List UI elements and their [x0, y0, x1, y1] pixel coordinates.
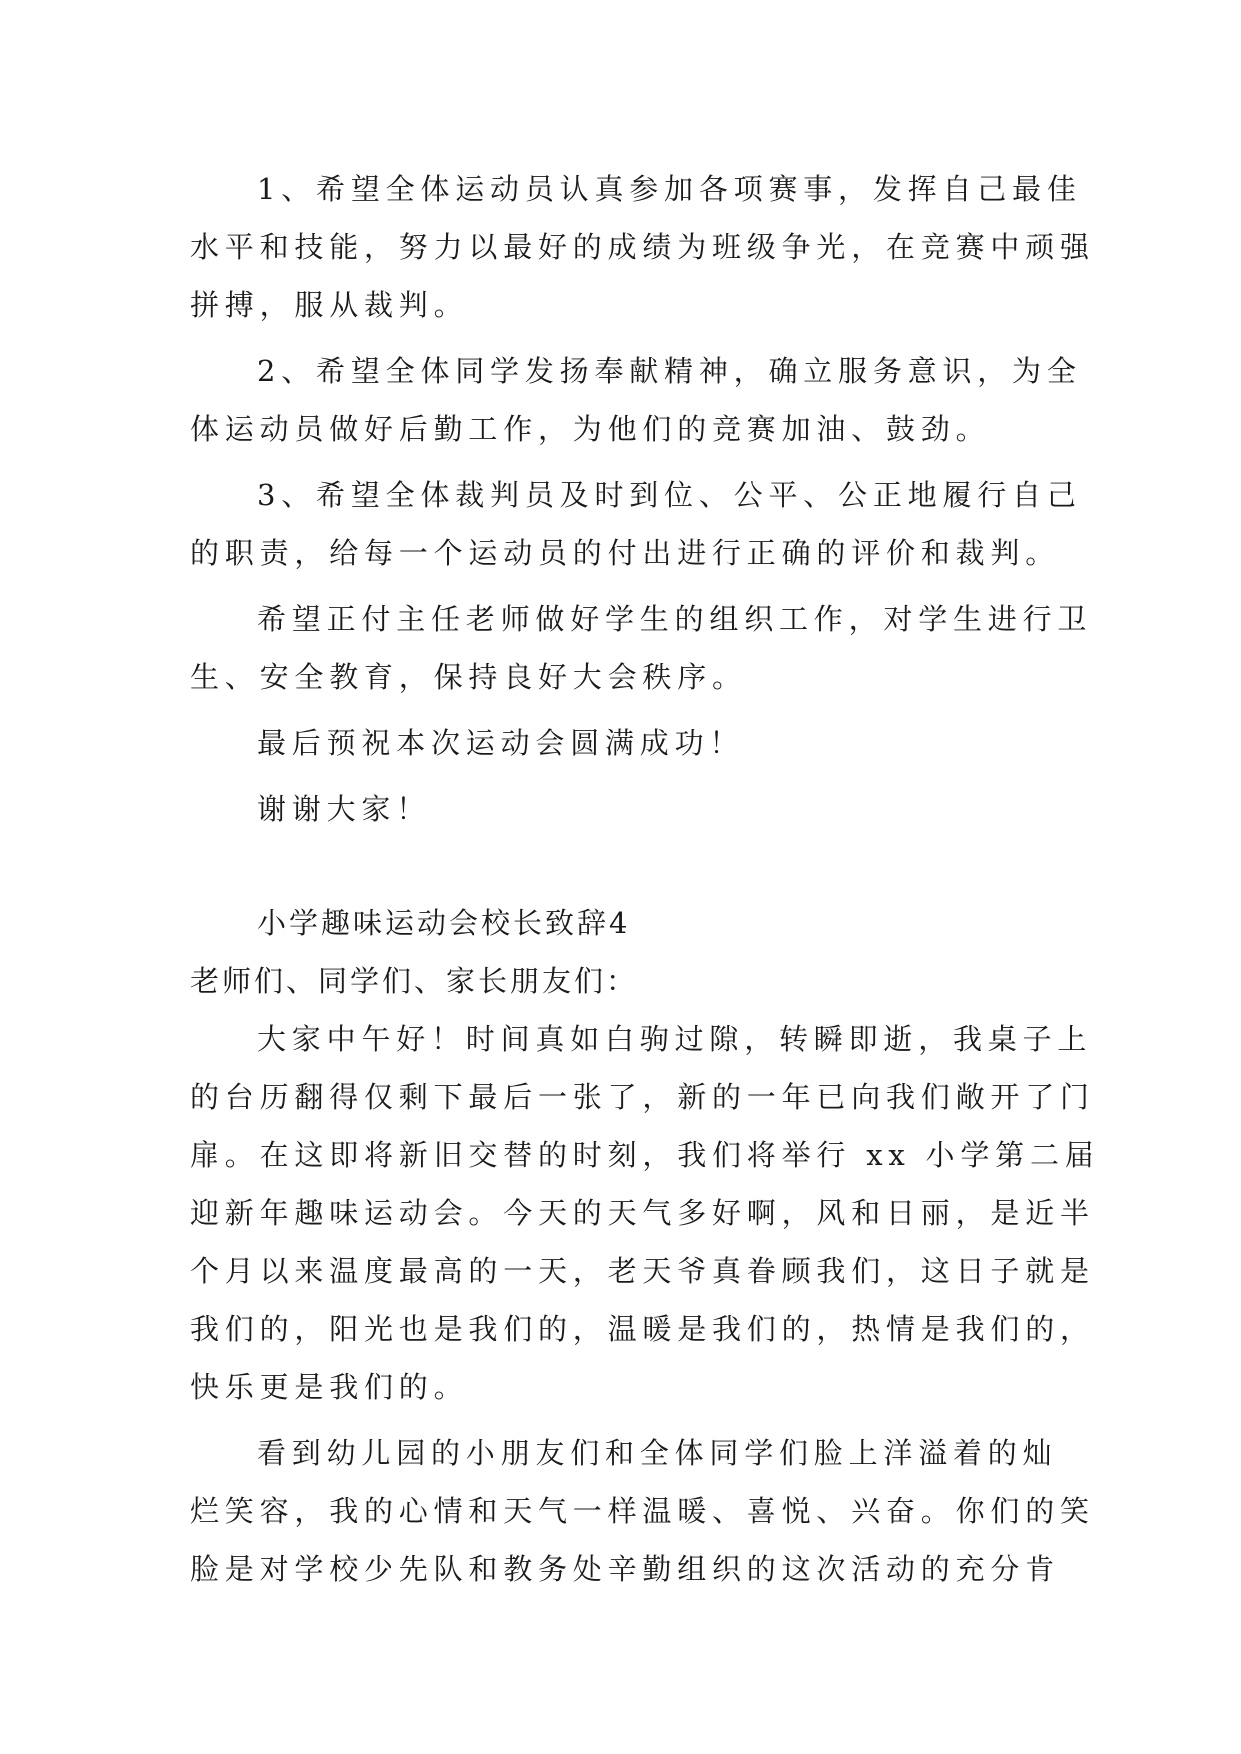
salutation: 老师们、同学们、家长朋友们：: [190, 964, 639, 998]
paragraph-line: 1、希望全体运动员认真参加各项赛事，发挥自己最佳: [257, 172, 1082, 206]
paragraph-line: 谢谢大家！: [257, 792, 432, 826]
paragraph-line: 水平和技能，努力以最好的成绩为班级争光，在竞赛中顽强: [190, 230, 1095, 264]
paragraph-line: 快乐更是我们的。: [190, 1370, 469, 1404]
paragraph-line: 的职责，给每一个运动员的付出进行正确的评价和裁判。: [190, 536, 1061, 570]
paragraph-line: 看到幼儿园的小朋友们和全体同学们脸上洋溢着的灿: [257, 1436, 1058, 1470]
paragraph-line: 迎新年趣味运动会。今天的天气多好啊，风和日丽，是近半: [190, 1196, 1095, 1230]
paragraph-line: 拼搏，服从裁判。: [190, 288, 469, 322]
paragraph-line: 大家中午好！时间真如白驹过隙，转瞬即逝，我桌子上: [257, 1022, 1093, 1056]
paragraph-line: 最后预祝本次运动会圆满成功！: [257, 726, 745, 760]
paragraph-line: 的台历翻得仅剩下最后一张了，新的一年已向我们敞开了门: [190, 1080, 1095, 1114]
paragraph-line: 体运动员做好后勤工作，为他们的竞赛加油、鼓劲。: [190, 412, 991, 446]
section-title: 小学趣味运动会校长致辞4: [257, 906, 631, 940]
paragraph-line: 生、安全教育，保持良好大会秩序。: [190, 660, 747, 694]
paragraph-line: 2、希望全体同学发扬奉献精神，确立服务意识，为全: [257, 354, 1082, 388]
paragraph-line: 烂笑容，我的心情和天气一样温暖、喜悦、兴奋。你们的笑: [190, 1494, 1095, 1528]
document-body: [190, 160, 1100, 1598]
paragraph-line: 希望正付主任老师做好学生的组织工作，对学生进行卫: [257, 602, 1093, 636]
paragraph-line: 脸是对学校少先队和教务处辛勤组织的这次活动的充分肯: [190, 1552, 1061, 1586]
paragraph-line: 个月以来温度最高的一天，老天爷真眷顾我们，这日子就是: [190, 1254, 1095, 1288]
paragraph-line: 扉。在这即将新旧交替的时刻，我们将举行 xx 小学第二届: [190, 1138, 1100, 1172]
paragraph-line: 3、希望全体裁判员及时到位、公平、公正地履行自己: [257, 478, 1082, 512]
paragraph-line: 我们的，阳光也是我们的，温暖是我们的，热情是我们的，: [190, 1312, 1095, 1346]
